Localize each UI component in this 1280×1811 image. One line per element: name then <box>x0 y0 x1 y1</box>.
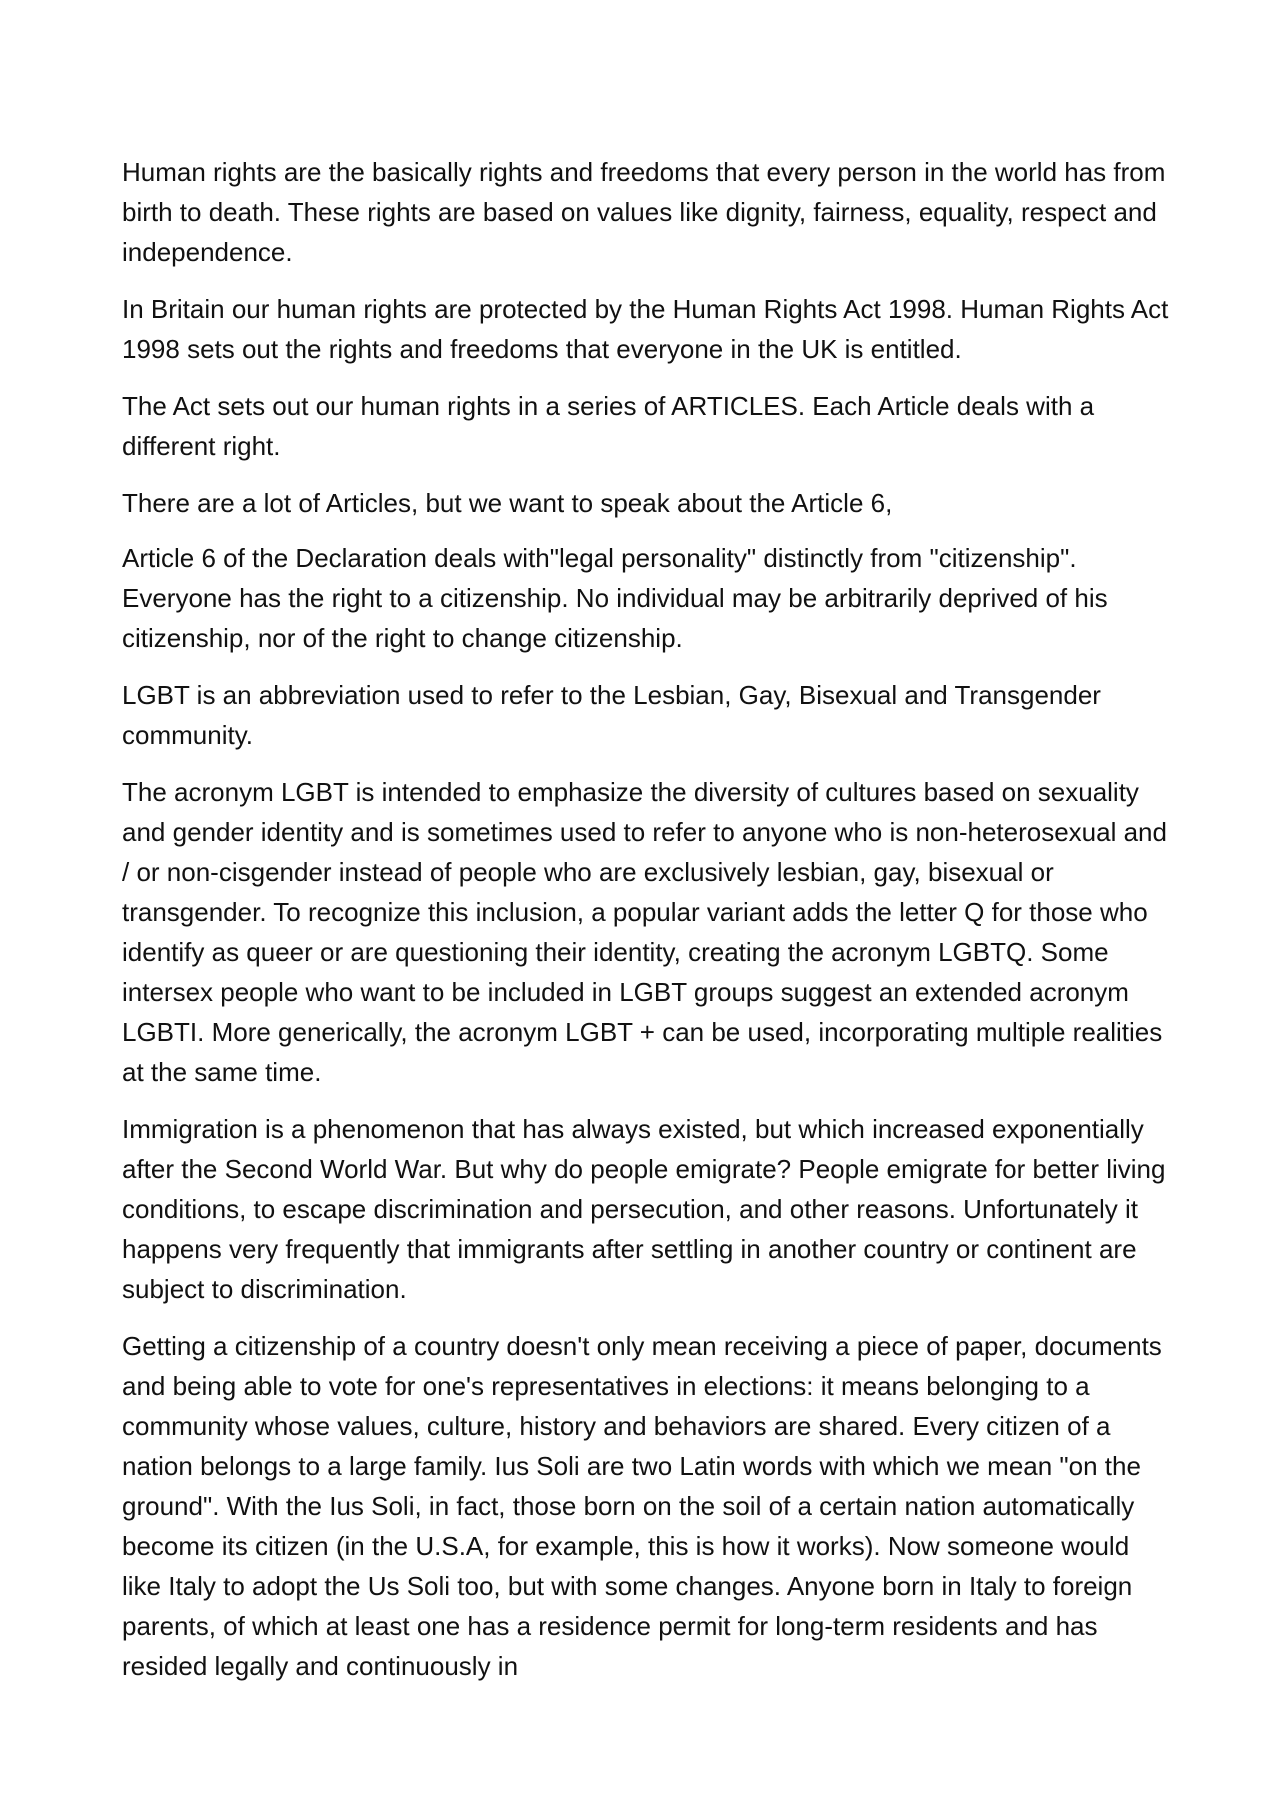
paragraph-human-rights-act: In Britain our human rights are protected by the Human Rights Act 1998. Human Rights Act 1998 sets out the rights and freedoms that everyone in the UK is entitled. <box>122 294 1169 364</box>
document-body <box>122 152 1172 1703</box>
paragraph-immigration: Immigration is a phenomenon that has always existed, but which increased exponentially after the Second World War. But why do people emigrate? People emigrate for better living conditions, to escape discrimination and persecution, and other reasons. Unfortunately it happens very frequently that immigrants after settling in another country or continent are subject to discrimination. <box>122 1114 1166 1304</box>
paragraph-articles: The Act sets out our human rights in a series of ARTICLES. Each Article deals with a different right. <box>122 391 1095 461</box>
paragraph-article-6-intro: There are a lot of Articles, but we want to speak about the Article 6, <box>122 488 893 518</box>
paragraph-lgbt-definition: LGBT is an abbreviation used to refer to the Lesbian, Gay, Bisexual and Transgender community. <box>122 680 1101 750</box>
paragraph-article-6: Article 6 of the Declaration deals with"legal personality" distinctly from "citizenship". Everyone has the right to a citizenship. No individual may be arbitrarily deprived of his citizenship, nor of the right to change citizenship. <box>122 543 1108 653</box>
paragraph-human-rights-intro: Human rights are the basically rights and freedoms that every person in the world has from birth to death. These rights are based on values like dignity, fairness, equality, respect and independence. <box>122 157 1166 267</box>
paragraph-citizenship: Getting a citizenship of a country doesn't only mean receiving a piece of paper, documents and being able to vote for one's representatives in elections: it means belonging to a community whose values, culture, history and behaviors are shared. Every citizen of a nation belongs to a large family. Ius Soli are two Latin words with which we mean "on the ground". With the Ius Soli, in fact, those born on the soil of a certain nation automatically become its citizen (in the U.S.A, for example, this is how it works). Now someone would like Italy to adopt the Us Soli too, but with some changes. Anyone born in Italy to foreign parents, of which at least one has a residence permit for long-term residents and has resided legally and continuously in <box>122 1331 1162 1681</box>
paragraph-lgbt-acronym: The acronym LGBT is intended to emphasize the diversity of cultures based on sexuality and gender identity and is sometimes used to refer to anyone who is non-heterosexual and / or non-cisgender instead of people who are exclusively lesbian, gay, bisexual or transgender. To recognize this inclusion, a popular variant adds the letter Q for those who identify as queer or are questioning their identity, creating the acronym LGBTQ. Some intersex people who want to be included in LGBT groups suggest an extended acronym LGBTI. More generically, the acronym LGBT + can be used, incorporating multiple realities at the same time. <box>122 777 1167 1087</box>
